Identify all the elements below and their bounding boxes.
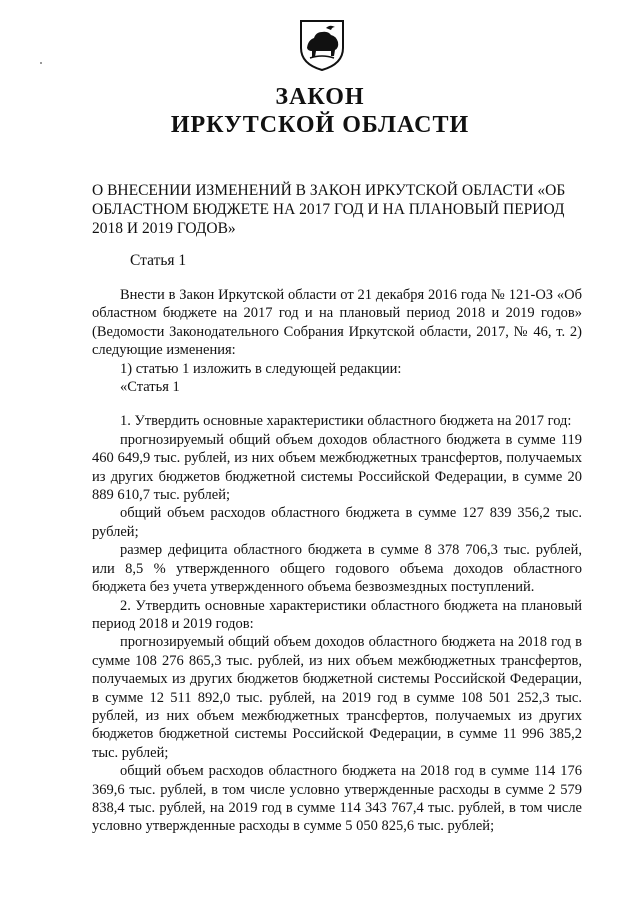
- law-heading: О ВНЕСЕНИИ ИЗМЕНЕНИЙ В ЗАКОН ИРКУТСКОЙ ОБЛАСТИ «ОБ ОБЛАСТНОМ БЮДЖЕТЕ НА 2017 ГОД И НА ПЛАНОВЫЙ ПЕРИОД 2018 И 2019 ГОДОВ»: [92, 182, 566, 237]
- paragraph: «Статья 1: [120, 379, 180, 396]
- irkutsk-coat-of-arms-icon: [298, 18, 346, 72]
- paragraph: общий объем расходов областного бюджета в сумме 127 839 356,2 тыс. рублей;: [92, 505, 582, 540]
- law-body: [92, 286, 582, 836]
- scan-speck: [40, 62, 42, 64]
- paragraph: прогнозируемый общий объем доходов областного бюджета на 2018 год в сумме 108 276 865,3 тыс. рублей, из них объем межбюджетных трансфертов, получаемых из других бюджетов бюджетной системы Российской Федерации, в сумме 12 511 892,0 тыс. рублей, на 2019 год в сумме 108 501 252,3 тыс. рублей, из них объем межбюджетных трансфертов, получаемых из других бюджетов бюджетной системы Российской Федерации, в сумме 11 996 385,2 тыс. рублей;: [92, 634, 582, 761]
- paragraph: общий объем расходов областного бюджета на 2018 год в сумме 114 176 369,6 тыс. рублей, в том числе условно утвержденные расходы в сумме 2 579 838,4 тыс. рублей, на 2019 год в сумме 114 343 767,4 тыс. рублей, в том числе условно утвержденные расходы в сумме 5 050 825,6 тыс. рублей;: [92, 763, 582, 835]
- paragraph: прогнозируемый общий объем доходов областного бюджета в сумме 119 460 649,9 тыс. рублей, из них объем межбюджетных трансфертов, получаемых из других бюджетов бюджетной системы Российской Федерации, в сумме 20 889 610,7 тыс. рублей;: [92, 431, 582, 504]
- paragraph: Внести в Закон Иркутской области от 21 декабря 2016 года № 121-ОЗ «Об областном бюджете на 2017 год и на плановый период 2018 и 2019 годов» (Ведомости Законодательного Собрания Иркутской области, 2017, № 46, т. 2) следующие изменения:: [92, 287, 582, 359]
- article-label: Статья 1: [130, 252, 187, 269]
- issuing-region-title: ИРКУТСКОЙ ОБЛАСТИ: [170, 112, 470, 138]
- document-type-title: ЗАКОН: [275, 84, 365, 110]
- paragraph: 2. Утвердить основные характеристики областного бюджета на плановый период 2018 и 2019 годов:: [92, 597, 582, 632]
- paragraph: 1. Утвердить основные характеристики областного бюджета на 2017 год:: [120, 413, 572, 430]
- paragraph: размер дефицита областного бюджета в сумме 8 378 706,3 тыс. рублей, или 8,5 % утвержденного общего годового объема доходов областного бюджета без учета утвержденного объема безвозмездных поступлений.: [92, 542, 582, 596]
- paragraph: 1) статью 1 изложить в следующей редакции:: [120, 360, 402, 377]
